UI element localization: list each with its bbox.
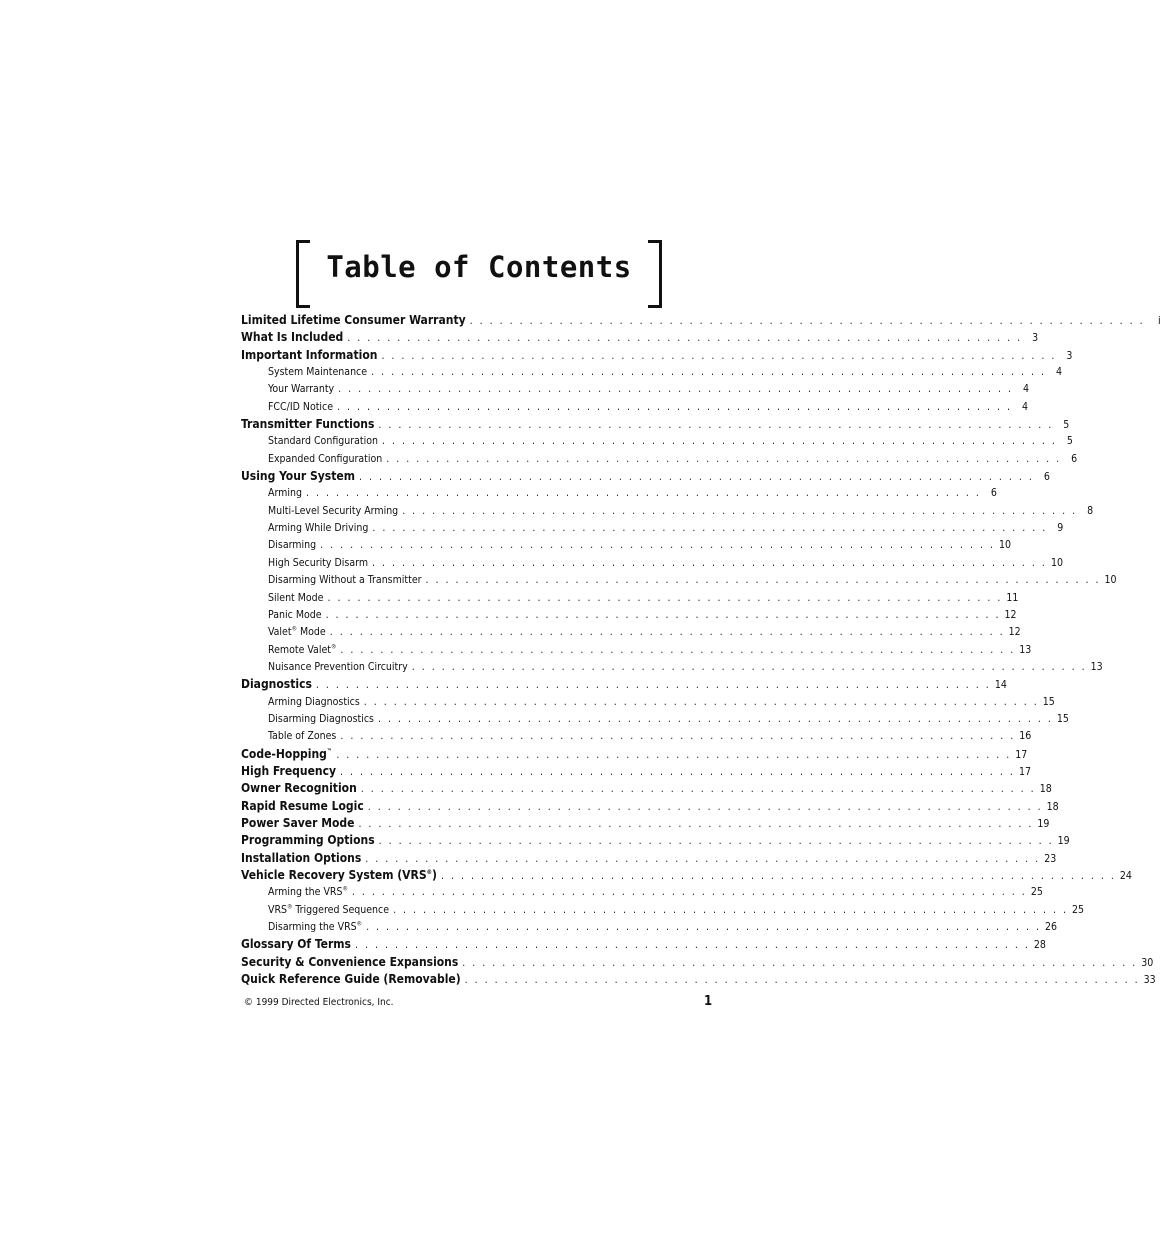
toc-entry-label: Arming Diagnostics	[268, 695, 360, 708]
toc-page-number: 18	[1046, 800, 1059, 813]
toc-entry[interactable]	[241, 815, 1050, 832]
toc-subentry[interactable]	[241, 433, 1073, 450]
toc-entry-label: What Is Included	[241, 330, 344, 345]
toc-page-number: 16	[1019, 730, 1032, 743]
toc-subentry[interactable]	[241, 503, 1094, 520]
toc-page-number: 19	[1037, 817, 1050, 830]
toc-entry-label: Multi-Level Security Arming	[268, 504, 399, 517]
toc-entry-label: Disarming Without a Transmitter	[268, 574, 422, 587]
dot-leader: . . . . . . . . . . . . . . . . . . . . . . . . . . . . . . . . . . . . . . . . . . . . . . . . . . . . . . . . . . . . . . . . . . . .	[378, 419, 1054, 432]
toc-page-number: 6	[1043, 471, 1050, 484]
toc-page-number: 25	[1030, 886, 1043, 899]
toc-subentry[interactable]	[241, 537, 1012, 554]
toc-subentry[interactable]	[241, 485, 997, 502]
dot-leader: . . . . . . . . . . . . . . . . . . . . . . . . . . . . . . . . . . . . . . . . . . . . . . . . . . . . . . . . . . . . . . . . . . . .	[340, 730, 1016, 743]
toc-entry-label: Arming While Driving	[268, 522, 369, 535]
toc-page-number: 18	[1039, 783, 1052, 796]
dot-leader: . . . . . . . . . . . . . . . . . . . . . . . . . . . . . . . . . . . . . . . . . . . . . . . . . . . . . . . . . . . . . . . . . . . .	[351, 886, 1027, 899]
dot-leader: . . . . . . . . . . . . . . . . . . . . . . . . . . . . . . . . . . . . . . . . . . . . . . . . . . . . . . . . . . . . . . . . . . . .	[386, 452, 1062, 465]
dot-leader: . . . . . . . . . . . . . . . . . . . . . . . . . . . . . . . . . . . . . . . . . . . . . . . . . . . . . . . . . . . . . . . . . . . .	[367, 800, 1043, 813]
toc-subentry[interactable]	[241, 364, 1062, 381]
toc-entry-label: Rapid Resume Logic	[241, 798, 364, 813]
toc-entry-label: Transmitter Functions	[241, 417, 375, 432]
toc-entry-label: High Security Disarm	[268, 556, 369, 569]
toc-entry[interactable]	[241, 312, 1161, 329]
toc-page-number: 15	[1056, 712, 1069, 725]
toc-page-number: 6	[1071, 452, 1078, 465]
toc-list	[241, 312, 1161, 988]
dot-leader: . . . . . . . . . . . . . . . . . . . . . . . . . . . . . . . . . . . . . . . . . . . . . . . . . . . . . . . . . . . . . . . . . . . .	[358, 817, 1034, 830]
toc-subentry[interactable]	[241, 607, 1017, 624]
toc-entry-label: Your Warranty	[268, 383, 335, 396]
dot-leader: . . . . . . . . . . . . . . . . . . . . . . . . . . . . . . . . . . . . . . . . . . . . . . . . . . . . . . . . . . . . . . . . . . . .	[372, 556, 1047, 569]
dot-leader: . . . . . . . . . . . . . . . . . . . . . . . . . . . . . . . . . . . . . . . . . . . . . . . . . . . . . . . . . . . . . . . . . . . .	[381, 349, 1057, 362]
page-title: Table of Contents	[326, 250, 632, 284]
dot-leader: . . . . . . . . . . . . . . . . . . . . . . . . . . . . . . . . . . . . . . . . . . . . . . . . . . . . . . . . . . . . . . . . . . . .	[363, 695, 1039, 708]
toc-subentry[interactable]	[241, 728, 1032, 745]
toc-entry[interactable]	[241, 763, 1031, 780]
toc-entry-label: Valet® Mode	[268, 625, 326, 639]
toc-entry[interactable]	[241, 676, 1007, 693]
toc-page-number: 14	[994, 679, 1007, 692]
toc-entry-label: Table of Zones	[268, 730, 337, 743]
toc-entry-label: Owner Recognition	[241, 781, 357, 796]
toc-page-number: 4	[1021, 400, 1028, 413]
toc-page-number: 11	[1006, 591, 1019, 604]
toc-page-number: 26	[1044, 921, 1057, 934]
toc-page-number: 9	[1057, 522, 1064, 535]
toc-page-number: 28	[1033, 939, 1046, 952]
toc-page-number: i	[1157, 315, 1161, 327]
toc-subentry[interactable]	[241, 694, 1055, 711]
dot-leader: . . . . . . . . . . . . . . . . . . . . . . . . . . . . . . . . . . . . . . . . . . . . . . . . . . . . . . . . . . . . . . . . . . . .	[340, 643, 1016, 656]
toc-entry-label: Important Information	[241, 347, 378, 362]
toc-subentry[interactable]	[241, 902, 1084, 919]
toc-page-number: 17	[1015, 748, 1028, 761]
dot-leader: . . . . . . . . . . . . . . . . . . . . . . . . . . . . . . . . . . . . . . . . . . . . . . . . . . . . . . . . . . . . . . . . . . . .	[354, 939, 1030, 952]
toc-subentry[interactable]	[241, 919, 1057, 936]
toc-entry-label: High Frequency	[241, 763, 337, 778]
toc-entry-label: Disarming Diagnostics	[268, 712, 374, 725]
toc-subentry[interactable]	[241, 555, 1063, 572]
toc-page-number: 19	[1057, 835, 1070, 848]
toc-entry[interactable]	[241, 798, 1059, 815]
dot-leader: . . . . . . . . . . . . . . . . . . . . . . . . . . . . . . . . . . . . . . . . . . . . . . . . . . . . . . . . . . . . . . . . . . . .	[347, 332, 1023, 345]
dot-leader: . . . . . . . . . . . . . . . . . . . . . . . . . . . . . . . . . . . . . . . . . . . . . . . . . . . . . . . . . . . . . . . . . . . .	[440, 870, 1116, 882]
toc-entry-label: Disarming	[268, 539, 317, 552]
dot-leader: . . . . . . . . . . . . . . . . . . . . . . . . . . . . . . . . . . . . . . . . . . . . . . . . . . . . . . . . . . . . . . . . . . . .	[464, 974, 1140, 987]
right-bracket	[648, 240, 662, 308]
toc-entry-label: Nuisance Prevention Circuitry	[268, 660, 408, 673]
dot-leader: . . . . . . . . . . . . . . . . . . . . . . . . . . . . . . . . . . . . . . . . . . . . . . . . . . . . . . . . . . . . . . . . . . . .	[425, 574, 1101, 587]
dot-leader: . . . . . . . . . . . . . . . . . . . . . . . . . . . . . . . . . . . . . . . . . . . . . . . . . . . . . . . . . . . . . . . . . . . .	[365, 852, 1041, 865]
toc-subentry[interactable]	[241, 520, 1064, 537]
dot-leader: . . . . . . . . . . . . . . . . . . . . . . . . . . . . . . . . . . . . . . . . . . . . . . . . . . . . . . . . . . . . . . . . . . . .	[325, 608, 1001, 621]
toc-entry-label: Installation Options	[241, 850, 362, 865]
toc-page-number: 5	[1063, 419, 1070, 432]
toc-entry[interactable]	[241, 416, 1070, 433]
toc-subentry[interactable]	[241, 711, 1069, 728]
toc-page-number: 15	[1042, 695, 1055, 708]
toc-page-number: 4	[1023, 383, 1030, 396]
toc-page-number: 4	[1055, 366, 1062, 379]
toc-entry-label: Remote Valet®	[268, 643, 337, 656]
toc-subentry[interactable]	[241, 624, 1021, 641]
toc-entry[interactable]	[241, 971, 1156, 988]
dot-leader: . . . . . . . . . . . . . . . . . . . . . . . . . . . . . . . . . . . . . . . . . . . . . . . . . . . . . . . . . . . . . . . . . . . .	[393, 903, 1068, 916]
copyright-notice: © 1999 Directed Electronics, Inc.	[244, 997, 394, 1008]
dot-leader: . . . . . . . . . . . . . . . . . . . . . . . . . . . . . . . . . . . . . . . . . . . . . . . . . . . . . . . . . . . . . . . . . . . .	[358, 471, 1034, 484]
dot-leader: . . . . . . . . . . . . . . . . . . . . . . . . . . . . . . . . . . . . . . . . . . . . . . . . . . . . . . . . . . . . . . . . . . . .	[462, 956, 1138, 969]
toc-entry-label: Arming the VRS®	[268, 885, 348, 899]
toc-entry[interactable]	[241, 468, 1050, 485]
dot-leader: . . . . . . . . . . . . . . . . . . . . . . . . . . . . . . . . . . . . . . . . . . . . . . . . . . . . . . . . . . . . . . . . . . . .	[366, 921, 1041, 934]
dot-leader: . . . . . . . . . . . . . . . . . . . . . . . . . . . . . . . . . . . . . . . . . . . . . . . . . . . . . . . . . . . . . . . . . . . .	[360, 783, 1036, 796]
toc-entry-label: Diagnostics	[241, 677, 312, 692]
toc-entry-label: Code-Hopping™	[241, 746, 333, 761]
dot-leader: . . . . . . . . . . . . . . . . . . . . . . . . . . . . . . . . . . . . . . . . . . . . . . . . . . . . . . . . . . . . . . . . . . . .	[469, 315, 1145, 327]
toc-page-number: 10	[1050, 556, 1063, 569]
toc-subentry[interactable]	[241, 884, 1043, 901]
title-frame	[296, 240, 662, 308]
dot-leader: . . . . . . . . . . . . . . . . . . . . . . . . . . . . . . . . . . . . . . . . . . . . . . . . . . . . . . . . . . . . . . . . . . . .	[378, 835, 1054, 848]
toc-page-number: 10	[999, 539, 1012, 552]
dot-leader: . . . . . . . . . . . . . . . . . . . . . . . . . . . . . . . . . . . . . . . . . . . . . . . . . . . . . . . . . . . . . . . . . . . .	[327, 591, 1003, 604]
dot-leader: . . . . . . . . . . . . . . . . . . . . . . . . . . . . . . . . . . . . . . . . . . . . . . . . . . . . . . . . . . . . . . . . . . . .	[372, 522, 1048, 535]
toc-page-number: 13	[1090, 660, 1103, 673]
toc-entry-label: Silent Mode	[268, 591, 324, 604]
toc-entry-label: Vehicle Recovery System (VRS®)	[241, 868, 437, 882]
toc-entry-label: Disarming the VRS®	[268, 920, 363, 934]
toc-page-number: 33	[1143, 974, 1156, 987]
toc-page-number: 10	[1104, 574, 1117, 587]
toc-entry-label: Standard Configuration	[268, 435, 379, 448]
page-number: 1	[704, 994, 713, 1009]
toc-page-number: 8	[1087, 504, 1094, 517]
toc-page-number: 3	[1032, 332, 1039, 345]
toc-entry[interactable]	[241, 347, 1073, 364]
dot-leader: . . . . . . . . . . . . . . . . . . . . . . . . . . . . . . . . . . . . . . . . . . . . . . . . . . . . . . . . . . . . . . . . . . . .	[336, 748, 1012, 761]
toc-page-number: 17	[1018, 765, 1031, 778]
toc-subentry[interactable]	[241, 451, 1078, 468]
toc-entry[interactable]	[241, 832, 1070, 849]
toc-entry-label: Expanded Configuration	[268, 452, 383, 465]
toc-page-number: 12	[1008, 626, 1021, 639]
dot-leader: . . . . . . . . . . . . . . . . . . . . . . . . . . . . . . . . . . . . . . . . . . . . . . . . . . . . . . . . . . . . . . . . . . . .	[382, 435, 1057, 448]
toc-entry[interactable]	[241, 746, 1028, 763]
toc-page-number: 3	[1066, 349, 1073, 362]
toc-subentry[interactable]	[241, 590, 1019, 607]
toc-entry-label: FCC/ID Notice	[268, 400, 334, 413]
toc-entry-label: Arming	[268, 487, 302, 500]
toc-subentry[interactable]	[241, 572, 1117, 589]
toc-entry-label: System Maintenance	[268, 366, 368, 379]
toc-entry[interactable]	[241, 329, 1039, 346]
toc-subentry[interactable]	[241, 659, 1103, 676]
toc-entry[interactable]	[241, 780, 1052, 797]
dot-leader: . . . . . . . . . . . . . . . . . . . . . . . . . . . . . . . . . . . . . . . . . . . . . . . . . . . . . . . . . . . . . . . . . . . .	[377, 712, 1053, 725]
toc-page-number: 25	[1071, 903, 1084, 916]
dot-leader: . . . . . . . . . . . . . . . . . . . . . . . . . . . . . . . . . . . . . . . . . . . . . . . . . . . . . . . . . . . . . . . . . . . .	[402, 504, 1078, 517]
toc-entry[interactable]	[241, 850, 1057, 867]
toc-subentry[interactable]	[241, 642, 1032, 659]
toc-entry[interactable]	[241, 936, 1046, 953]
toc-entry-label: Panic Mode	[268, 608, 322, 621]
toc-page-number: 24	[1119, 870, 1132, 882]
toc-entry[interactable]	[241, 867, 1132, 884]
toc-page-number: 6	[990, 487, 997, 500]
dot-leader: . . . . . . . . . . . . . . . . . . . . . . . . . . . . . . . . . . . . . . . . . . . . . . . . . . . . . . . . . . . . . . . . . . . .	[338, 383, 1014, 396]
dot-leader: . . . . . . . . . . . . . . . . . . . . . . . . . . . . . . . . . . . . . . . . . . . . . . . . . . . . . . . . . . . . . . . . . . . .	[371, 366, 1046, 379]
toc-entry-label: Programming Options	[241, 833, 375, 848]
toc-entry-label: Using Your System	[241, 469, 355, 484]
dot-leader: . . . . . . . . . . . . . . . . . . . . . . . . . . . . . . . . . . . . . . . . . . . . . . . . . . . . . . . . . . . . . . . . . . . .	[305, 487, 981, 500]
dot-leader: . . . . . . . . . . . . . . . . . . . . . . . . . . . . . . . . . . . . . . . . . . . . . . . . . . . . . . . . . . . . . . . . . . . .	[411, 660, 1087, 673]
toc-subentry[interactable]	[241, 381, 1030, 398]
toc-entry-label: Security & Convenience Expansions	[241, 954, 459, 969]
toc-page-number: 12	[1004, 608, 1017, 621]
dot-leader: . . . . . . . . . . . . . . . . . . . . . . . . . . . . . . . . . . . . . . . . . . . . . . . . . . . . . . . . . . . . . . . . . . . .	[320, 539, 996, 552]
toc-subentry[interactable]	[241, 399, 1028, 416]
dot-leader: . . . . . . . . . . . . . . . . . . . . . . . . . . . . . . . . . . . . . . . . . . . . . . . . . . . . . . . . . . . . . . . . . . . .	[340, 765, 1015, 778]
dot-leader: . . . . . . . . . . . . . . . . . . . . . . . . . . . . . . . . . . . . . . . . . . . . . . . . . . . . . . . . . . . . . . . . . . . .	[315, 679, 991, 692]
toc-page-number: 13	[1019, 643, 1032, 656]
toc-entry-label: Glossary Of Terms	[241, 937, 351, 952]
toc-page-number: 30	[1141, 956, 1154, 969]
dot-leader: . . . . . . . . . . . . . . . . . . . . . . . . . . . . . . . . . . . . . . . . . . . . . . . . . . . . . . . . . . . . . . . . . . . .	[337, 400, 1012, 413]
toc-entry-label: Limited Lifetime Consumer Warranty	[241, 313, 466, 327]
toc-entry[interactable]	[241, 954, 1154, 971]
toc-page-number: 5	[1066, 435, 1073, 448]
toc-entry-label: Quick Reference Guide (Removable)	[241, 972, 461, 987]
toc-page-number: 23	[1044, 852, 1057, 865]
dot-leader: . . . . . . . . . . . . . . . . . . . . . . . . . . . . . . . . . . . . . . . . . . . . . . . . . . . . . . . . . . . . . . . . . . . .	[329, 626, 1005, 639]
toc-entry-label: VRS® Triggered Sequence	[268, 903, 390, 916]
toc-entry-label: Power Saver Mode	[241, 815, 355, 830]
